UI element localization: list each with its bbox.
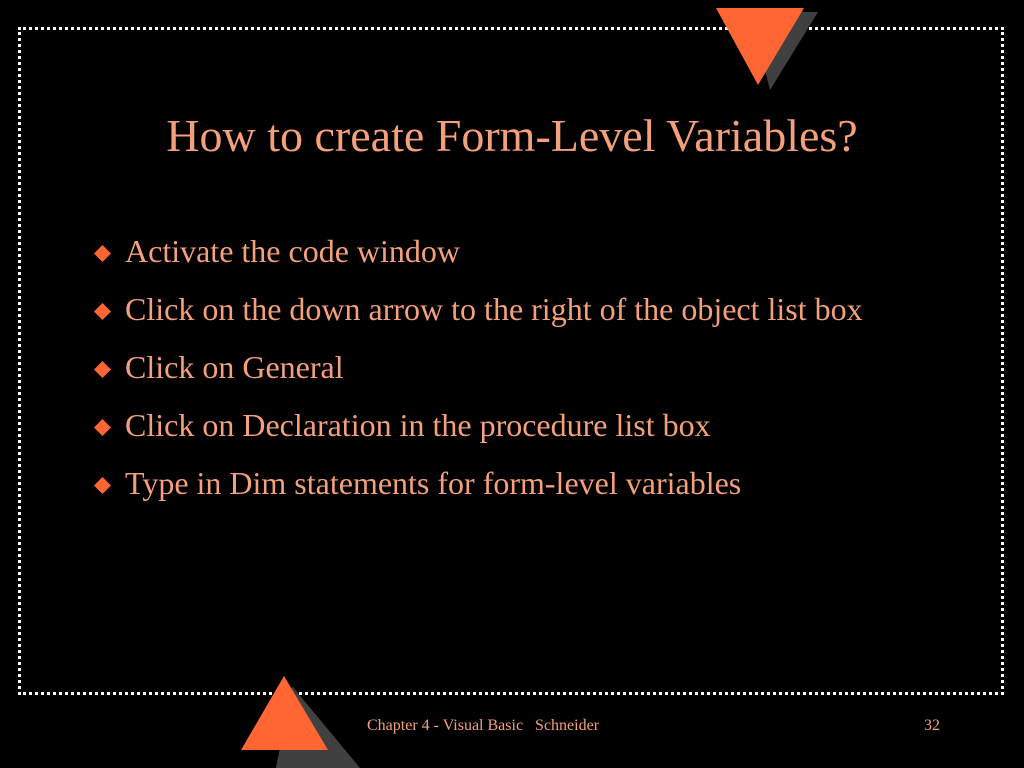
bullet-item bbox=[88, 344, 938, 390]
diamond-bullet-icon bbox=[94, 477, 111, 494]
page-number: 32 bbox=[924, 717, 940, 734]
bullet-text: Click on the down arrow to the right of the object list box bbox=[125, 291, 863, 327]
diamond-bullet-icon bbox=[94, 303, 111, 320]
bullet-item bbox=[88, 460, 938, 506]
footer-caption: Chapter 4 - Visual Basic Schneider bbox=[367, 717, 600, 734]
bullet-text: Activate the code window bbox=[125, 233, 460, 269]
down-triangle-icon bbox=[710, 0, 830, 100]
bullet-item bbox=[88, 286, 938, 332]
bullet-item bbox=[88, 402, 938, 448]
accent-triangle bbox=[241, 676, 328, 750]
bullet-text: Click on General bbox=[125, 349, 344, 385]
bullet-list bbox=[88, 228, 938, 518]
slide-title: How to create Form-Level Variables? bbox=[166, 110, 858, 161]
up-triangle-icon bbox=[236, 668, 360, 768]
bullet-text: Click on Declaration in the procedure list box bbox=[125, 407, 711, 443]
bullet-text: Type in Dim statements for form-level variables bbox=[125, 465, 742, 501]
diamond-bullet-icon bbox=[94, 419, 111, 436]
diamond-bullet-icon bbox=[94, 245, 111, 262]
diamond-bullet-icon bbox=[94, 361, 111, 378]
bullet-item bbox=[88, 228, 938, 274]
